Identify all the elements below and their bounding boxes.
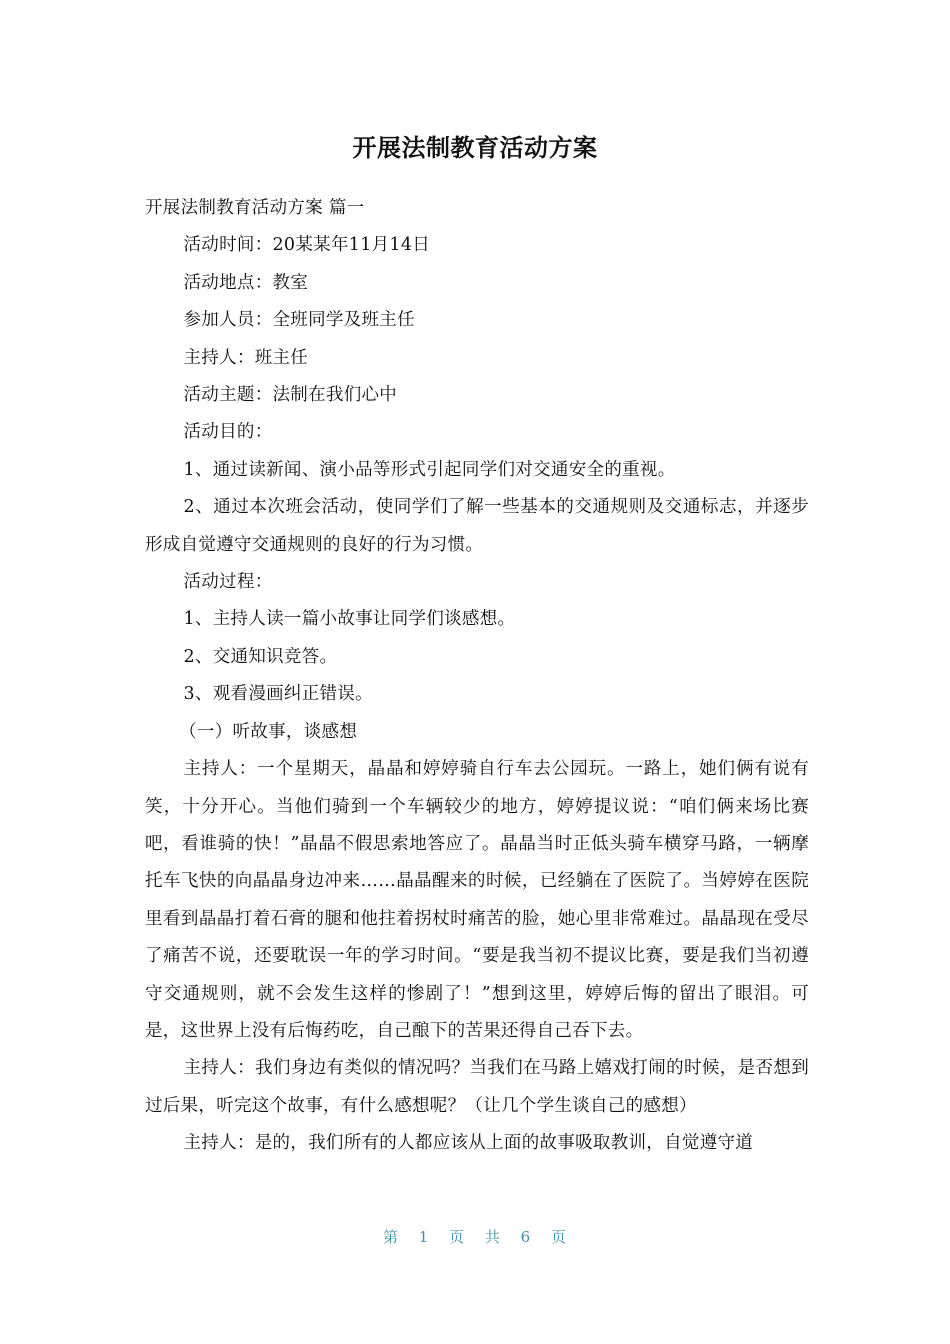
paragraph-process-heading: 活动过程： [183, 572, 273, 593]
paragraph-purpose-2: 2、通过本次班会活动，使同学们了解一些基本的交通规则及交通标志，并逐步形成自觉遵守交通规则的良好的行为习惯。 [145, 497, 809, 555]
paragraph-host-question: 主持人：我们身边有类似的情况吗？当我们在马路上嬉戏打闹的时候，是否想到过后果，听完这个故事，有什么感想呢？（让几个学生谈自己的感想） [145, 1058, 809, 1116]
paragraph-activity-location: 活动地点：教室 [183, 272, 309, 293]
paragraph-purpose-1: 1、通过读新闻、演小品等形式引起同学们对交通安全的重视。 [183, 459, 676, 480]
document-title: 开展法制教育活动方案 [352, 134, 598, 162]
paragraph-story: 主持人：一个星期天，晶晶和婷婷骑自行车去公园玩。一路上，她们俩有说有笑，十分开心。当他们骑到一个车辆较少的地方，婷婷提议说：“咱们俩来场比赛吧，看谁骑的快！”晶晶不假思索地答应了。晶晶当时正低头骑车横穿马路，一辆摩托车飞快的向晶晶身边冲来……晶晶醒来的时候，已经躺在了医院了。当婷婷在医院里看到晶晶打着石膏的腿和他拄着拐杖时痛苦的脸，她心里非常难过。晶晶现在受尽了痛苦不说，还要耽误一年的学习时间。“要是我当初不提议比赛，要是我们当初遵守交通规则，就不会发生这样的惨剧了！”想到这里，婷婷后悔的留出了眼泪。可是，这世界上没有后悔药吃，自己酿下的苦果还得自己吞下去。 [145, 759, 809, 1041]
paragraph-activity-time: 活动时间：20某某年11月14日 [183, 235, 431, 256]
section-heading: 开展法制教育活动方案 篇一 [145, 198, 365, 218]
paragraph-host-conclusion: 主持人：是的，我们所有的人都应该从上面的故事吸取教训，自觉遵守道 [183, 1133, 754, 1154]
paragraph-subsection-heading: （一）听故事，谈感想 [179, 721, 358, 742]
paragraph-process-1: 1、主持人读一篇小故事让同学们谈感想。 [183, 609, 516, 630]
page-footer: 第 1 页 共 6 页 [383, 1228, 567, 1246]
paragraph-theme: 活动主题：法制在我们心中 [183, 385, 398, 406]
paragraph-host: 主持人：班主任 [183, 347, 309, 368]
paragraph-purpose-heading: 活动目的： [183, 422, 273, 443]
paragraph-process-2: 2、交通知识竞答。 [183, 646, 338, 667]
document-body [145, 190, 809, 1163]
paragraph-participants: 参加人员：全班同学及班主任 [183, 310, 415, 331]
paragraph-process-3: 3、观看漫画纠正错误。 [183, 684, 373, 705]
